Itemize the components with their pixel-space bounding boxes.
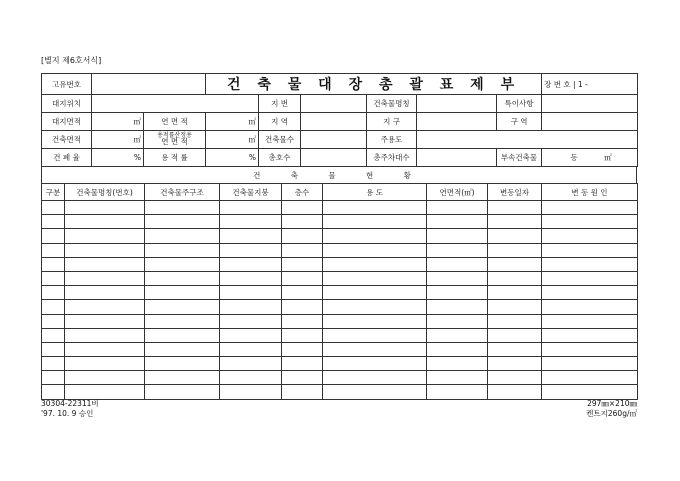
- table-cell[interactable]: [427, 314, 488, 328]
- table-cell[interactable]: [42, 286, 65, 300]
- sheet-no-cell[interactable]: 장 번 호 | 1 -: [542, 74, 638, 95]
- table-row: [42, 314, 638, 328]
- table-cell[interactable]: [323, 314, 427, 328]
- table-cell[interactable]: [42, 314, 65, 328]
- table-cell[interactable]: [220, 286, 282, 300]
- table-cell[interactable]: [145, 257, 220, 271]
- table-cell[interactable]: [65, 328, 145, 342]
- label-far-line2: 연 면 적: [161, 137, 188, 146]
- table-cell[interactable]: [282, 286, 323, 300]
- table-cell[interactable]: [323, 342, 427, 356]
- label-zone: 지 역: [259, 113, 301, 131]
- field-site-location[interactable]: [92, 95, 259, 113]
- table-cell[interactable]: [65, 215, 145, 229]
- table-cell[interactable]: [65, 357, 145, 371]
- table-cell[interactable]: [220, 257, 282, 271]
- table-cell[interactable]: [220, 328, 282, 342]
- table-cell[interactable]: [542, 371, 638, 385]
- field-lot-no[interactable]: [301, 95, 367, 113]
- table-cell[interactable]: [65, 201, 145, 215]
- table-cell[interactable]: [488, 371, 542, 385]
- table-row: [42, 201, 638, 215]
- table-cell[interactable]: [282, 371, 323, 385]
- table-cell[interactable]: [488, 257, 542, 271]
- table-cell[interactable]: [282, 243, 323, 257]
- table-row: [42, 257, 638, 271]
- table-cell[interactable]: [65, 371, 145, 385]
- form-label: [별지 제6호서식]: [41, 56, 102, 65]
- table-cell[interactable]: [282, 357, 323, 371]
- table-cell[interactable]: [42, 300, 65, 314]
- table-cell[interactable]: [220, 342, 282, 356]
- field-annex-buildings[interactable]: [542, 149, 638, 167]
- annex-count-unit: 동: [570, 153, 578, 162]
- table-cell[interactable]: [542, 201, 638, 215]
- table-cell[interactable]: [65, 385, 145, 399]
- summary-info-table: [41, 73, 638, 167]
- table-cell[interactable]: [220, 300, 282, 314]
- field-building-name[interactable]: [417, 95, 497, 113]
- table-cell[interactable]: [282, 342, 323, 356]
- building-register-form: [41, 73, 637, 400]
- label-far-floor-area: [144, 131, 206, 149]
- label-total-parking: 총주차대수: [367, 149, 417, 167]
- table-cell[interactable]: [323, 286, 427, 300]
- field-area[interactable]: [542, 113, 638, 131]
- table-row: [42, 271, 638, 285]
- field-special-notes[interactable]: [542, 95, 638, 113]
- table-cell[interactable]: [488, 342, 542, 356]
- table-cell[interactable]: [427, 271, 488, 285]
- label-coverage-ratio: 건 폐 율: [42, 149, 92, 167]
- column-header-row: [42, 184, 638, 201]
- table-cell[interactable]: [488, 229, 542, 243]
- table-row: [42, 286, 638, 300]
- row-coverage-ratio: [42, 149, 638, 167]
- table-cell[interactable]: [427, 357, 488, 371]
- col-header-main-structure: 건축물주구조: [145, 184, 220, 201]
- table-cell[interactable]: [145, 215, 220, 229]
- table-cell[interactable]: [145, 271, 220, 285]
- table-cell[interactable]: [427, 286, 488, 300]
- table-cell[interactable]: [282, 385, 323, 399]
- table-cell[interactable]: [427, 229, 488, 243]
- label-lot-no: 지 번: [259, 95, 301, 113]
- table-cell[interactable]: [542, 385, 638, 399]
- table-cell[interactable]: [42, 271, 65, 285]
- col-header-building-name: 건축물명칭(번호): [65, 184, 145, 201]
- table-cell[interactable]: [65, 257, 145, 271]
- table-cell[interactable]: [220, 314, 282, 328]
- table-cell[interactable]: [145, 229, 220, 243]
- table-cell[interactable]: [65, 286, 145, 300]
- label-far-line1: 용적률산정용: [157, 132, 192, 139]
- table-cell[interactable]: [542, 215, 638, 229]
- table-cell[interactable]: [145, 243, 220, 257]
- col-header-change-date: 변동일자: [488, 184, 542, 201]
- table-cell[interactable]: [282, 314, 323, 328]
- col-header-floors: 층수: [282, 184, 323, 201]
- label-main-use: 주용도: [367, 131, 417, 149]
- paper-size: 297㎜×210㎜: [587, 399, 637, 408]
- table-cell[interactable]: [145, 371, 220, 385]
- table-cell[interactable]: [427, 243, 488, 257]
- table-cell[interactable]: [282, 328, 323, 342]
- label-area: 구 역: [497, 113, 542, 131]
- col-header-roof: 건축물지붕: [220, 184, 282, 201]
- table-cell[interactable]: [488, 201, 542, 215]
- header-row: [42, 74, 638, 95]
- sheet-no-value: 1 -: [577, 79, 588, 89]
- table-cell[interactable]: [282, 201, 323, 215]
- table-cell[interactable]: [42, 243, 65, 257]
- table-row: [42, 300, 638, 314]
- table-cell[interactable]: [220, 215, 282, 229]
- row-building-area: [42, 131, 638, 149]
- table-cell[interactable]: [427, 328, 488, 342]
- table-cell[interactable]: [488, 328, 542, 342]
- table-cell[interactable]: [145, 342, 220, 356]
- table-cell[interactable]: [427, 257, 488, 271]
- table-cell[interactable]: [323, 328, 427, 342]
- table-cell[interactable]: [488, 357, 542, 371]
- unique-no-field[interactable]: [92, 74, 206, 95]
- page-title: 건 축 물 대 장 총 괄 표 제 부: [206, 74, 542, 95]
- row-site-location: [42, 95, 638, 113]
- table-cell[interactable]: [42, 371, 65, 385]
- field-far-floor-area[interactable]: ㎡: [206, 131, 259, 149]
- table-cell[interactable]: [323, 371, 427, 385]
- col-header-floor-area: 연면적(㎡): [427, 184, 488, 201]
- field-floor-area-ratio[interactable]: %: [206, 149, 259, 167]
- table-cell[interactable]: [542, 286, 638, 300]
- table-cell[interactable]: [145, 357, 220, 371]
- label-site-area: 대지면적: [42, 113, 92, 131]
- table-cell[interactable]: [145, 385, 220, 399]
- table-cell[interactable]: [220, 385, 282, 399]
- field-site-area[interactable]: ㎡: [92, 113, 144, 131]
- table-cell[interactable]: [542, 314, 638, 328]
- footer-left: [41, 399, 99, 419]
- field-zone[interactable]: [301, 113, 367, 131]
- footer-right: [586, 399, 637, 419]
- table-cell[interactable]: [145, 201, 220, 215]
- table-cell[interactable]: [542, 328, 638, 342]
- table-cell[interactable]: [220, 271, 282, 285]
- table-cell[interactable]: [220, 243, 282, 257]
- table-cell[interactable]: [282, 215, 323, 229]
- table-cell[interactable]: [42, 215, 65, 229]
- table-cell[interactable]: [427, 215, 488, 229]
- table-cell[interactable]: [488, 286, 542, 300]
- label-district: 지 구: [367, 113, 417, 131]
- table-row: [42, 229, 638, 243]
- table-cell[interactable]: [323, 215, 427, 229]
- unique-no-label: 고유번호: [42, 74, 92, 95]
- col-header-change-reason: 변 동 원 인: [542, 184, 638, 201]
- table-cell[interactable]: [65, 300, 145, 314]
- table-cell[interactable]: [323, 257, 427, 271]
- table-cell[interactable]: [145, 328, 220, 342]
- label-building-area: 건축면적: [42, 131, 92, 149]
- label-annex-buildings: 부속건축물: [497, 149, 542, 167]
- field-main-use[interactable]: [417, 131, 638, 149]
- table-row: [42, 385, 638, 399]
- table-cell[interactable]: [65, 243, 145, 257]
- table-cell[interactable]: [542, 271, 638, 285]
- table-cell[interactable]: [282, 229, 323, 243]
- approval-date: '97. 10. 9 승인: [41, 409, 94, 418]
- table-row: [42, 342, 638, 356]
- table-cell[interactable]: [42, 385, 65, 399]
- table-cell[interactable]: [427, 300, 488, 314]
- table-cell[interactable]: [323, 229, 427, 243]
- label-total-floor-area: 연 면 적: [144, 113, 206, 131]
- building-status-table: [41, 183, 638, 400]
- field-building-count[interactable]: [301, 131, 367, 149]
- table-cell[interactable]: [42, 342, 65, 356]
- table-cell[interactable]: [542, 229, 638, 243]
- sheet-no-label: 장 번 호: [544, 79, 571, 89]
- table-cell[interactable]: [427, 342, 488, 356]
- label-special-notes: 특이사항: [497, 95, 542, 113]
- table-cell[interactable]: [323, 201, 427, 215]
- table-cell[interactable]: [42, 328, 65, 342]
- table-row: [42, 357, 638, 371]
- label-site-location: 대지위치: [42, 95, 92, 113]
- table-cell[interactable]: [488, 271, 542, 285]
- table-cell[interactable]: [542, 342, 638, 356]
- table-cell[interactable]: [145, 314, 220, 328]
- label-building-count: 건축물수: [259, 131, 301, 149]
- table-cell[interactable]: [323, 385, 427, 399]
- table-cell[interactable]: [488, 385, 542, 399]
- table-cell[interactable]: [42, 357, 65, 371]
- form-code: 30304-22311비: [41, 399, 99, 408]
- table-cell[interactable]: [65, 271, 145, 285]
- col-header-category: 구분: [42, 184, 65, 201]
- table-cell[interactable]: [542, 243, 638, 257]
- table-cell[interactable]: [42, 257, 65, 271]
- table-cell[interactable]: [65, 342, 145, 356]
- table-cell[interactable]: [323, 357, 427, 371]
- table-cell[interactable]: [282, 300, 323, 314]
- table-row: [42, 243, 638, 257]
- table-row: [42, 328, 638, 342]
- table-cell[interactable]: [542, 300, 638, 314]
- table-cell[interactable]: [220, 371, 282, 385]
- table-cell[interactable]: [65, 314, 145, 328]
- label-building-name: 건축물명칭: [367, 95, 417, 113]
- label-floor-area-ratio: 용 적 률: [144, 149, 206, 167]
- field-total-parking[interactable]: [417, 149, 497, 167]
- table-cell[interactable]: [488, 243, 542, 257]
- table-cell[interactable]: [427, 201, 488, 215]
- table-cell[interactable]: [65, 229, 145, 243]
- table-cell[interactable]: [323, 271, 427, 285]
- table-row: [42, 215, 638, 229]
- section-title: 건 축 물 현 황: [42, 167, 637, 184]
- table-cell[interactable]: [323, 300, 427, 314]
- table-cell[interactable]: [488, 300, 542, 314]
- field-total-units[interactable]: [301, 149, 367, 167]
- table-cell[interactable]: [323, 243, 427, 257]
- table-cell[interactable]: [488, 314, 542, 328]
- row-site-area: [42, 113, 638, 131]
- table-row: [42, 371, 638, 385]
- field-district[interactable]: [417, 113, 497, 131]
- table-cell[interactable]: [542, 357, 638, 371]
- table-cell[interactable]: [282, 257, 323, 271]
- annex-area-unit: ㎡: [604, 153, 612, 162]
- table-cell[interactable]: [42, 201, 65, 215]
- field-building-area[interactable]: ㎡: [92, 131, 144, 149]
- paper-type: 켄트지260g/㎡: [586, 409, 637, 418]
- table-cell[interactable]: [427, 371, 488, 385]
- col-header-use: 용 도: [323, 184, 427, 201]
- table-cell[interactable]: [220, 201, 282, 215]
- field-total-floor-area[interactable]: ㎡: [206, 113, 259, 131]
- table-cell[interactable]: [488, 215, 542, 229]
- table-cell[interactable]: [145, 300, 220, 314]
- table-cell[interactable]: [282, 271, 323, 285]
- table-cell[interactable]: [145, 286, 220, 300]
- table-cell[interactable]: [220, 357, 282, 371]
- field-coverage-ratio[interactable]: %: [92, 149, 144, 167]
- section-title-table: [41, 166, 637, 184]
- label-total-units: 총호수: [259, 149, 301, 167]
- table-cell[interactable]: [42, 229, 65, 243]
- table-cell[interactable]: [427, 385, 488, 399]
- table-cell[interactable]: [220, 229, 282, 243]
- table-cell[interactable]: [542, 257, 638, 271]
